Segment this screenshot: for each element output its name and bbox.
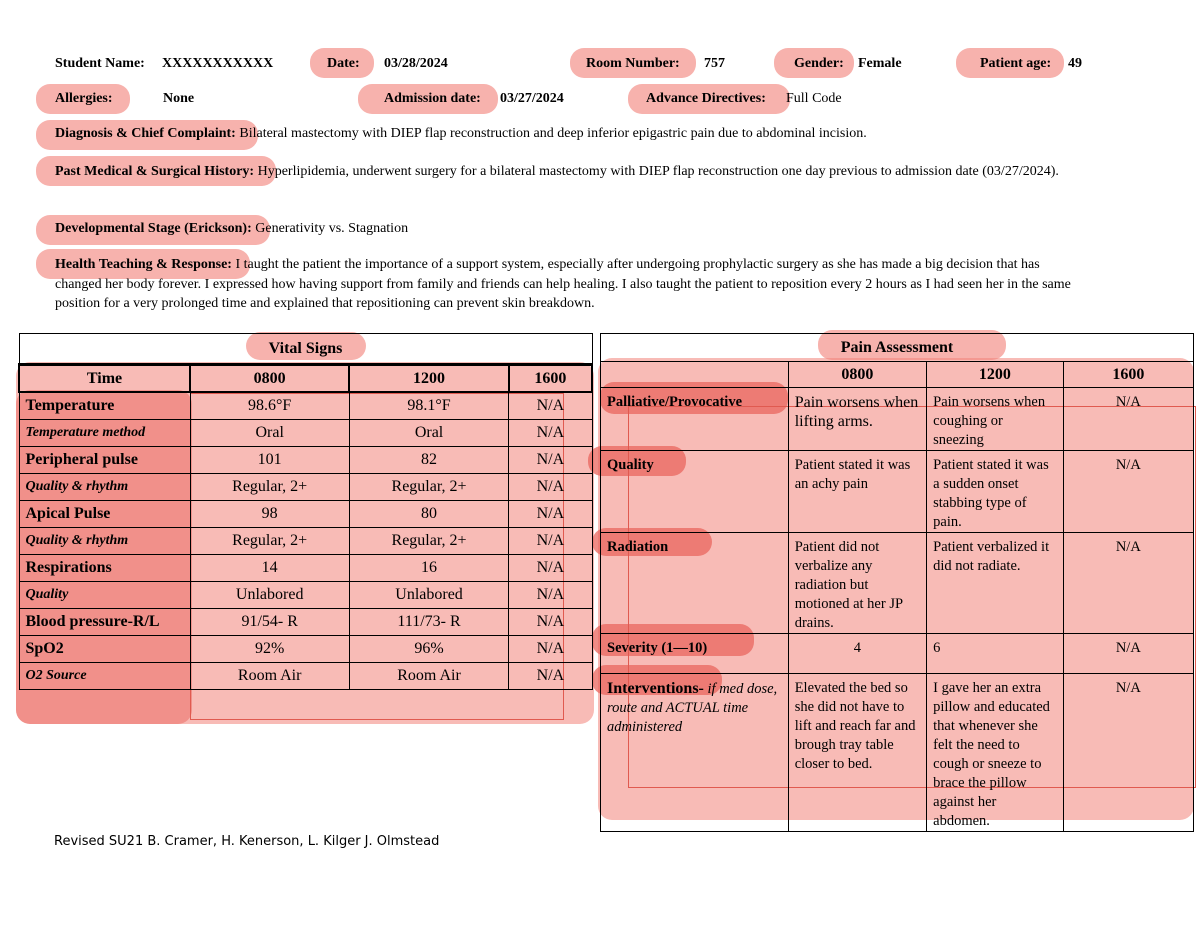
vitals-row-label: Peripheral pulse bbox=[19, 447, 190, 474]
allergies-value: None bbox=[163, 91, 195, 106]
table-row bbox=[19, 392, 592, 420]
vitals-row-label: Temperature method bbox=[19, 420, 190, 447]
vitals-cell: N/A bbox=[509, 420, 592, 447]
vitals-cell: Unlabored bbox=[349, 582, 508, 609]
pain-cell: N/A bbox=[1063, 634, 1193, 674]
vitals-row-label: Quality & rhythm bbox=[19, 474, 190, 501]
pain-row-label: Severity (1—10) bbox=[601, 634, 789, 674]
vitals-row-label: Quality bbox=[19, 582, 190, 609]
pain-row-label: Radiation bbox=[601, 533, 789, 634]
pain-cell: 4 bbox=[788, 634, 926, 674]
vitals-header-row bbox=[19, 365, 592, 393]
history-block bbox=[55, 162, 1065, 181]
pain-header-1200: 1200 bbox=[927, 362, 1064, 388]
date-value: 03/28/2024 bbox=[384, 56, 448, 71]
table-row bbox=[601, 634, 1194, 674]
pain-cell: N/A bbox=[1063, 533, 1193, 634]
student-name-label: Student Name: bbox=[55, 56, 145, 71]
room-number-value: 757 bbox=[704, 56, 725, 71]
interventions-note: if med dose, route and ACTUAL time administered bbox=[607, 681, 778, 735]
pain-cell: Patient stated it was an achy pain bbox=[788, 451, 926, 533]
vitals-row-label: Quality & rhythm bbox=[19, 528, 190, 555]
room-number-label: Room Number: bbox=[586, 56, 680, 71]
pain-assessment-title: Pain Assessment bbox=[601, 334, 1194, 362]
table-row bbox=[19, 582, 592, 609]
vitals-cell: N/A bbox=[509, 528, 592, 555]
vitals-cell: 16 bbox=[349, 555, 508, 582]
admission-date-value: 03/27/2024 bbox=[500, 91, 564, 106]
vitals-cell: N/A bbox=[509, 582, 592, 609]
vitals-cell: N/A bbox=[509, 392, 592, 420]
diagnosis-value: Bilateral mastectomy with DIEP flap reconstruction and deep inferior epigastric pain due to abdominal incision. bbox=[239, 126, 867, 141]
revision-footer: Revised SU21 B. Cramer, H. Kenerson, L. Kilger J. Olmstead bbox=[54, 834, 440, 849]
student-name-value: XXXXXXXXXXX bbox=[162, 56, 274, 71]
vitals-header-time: Time bbox=[19, 365, 190, 393]
pain-cell: 6 bbox=[927, 634, 1064, 674]
pain-cell: N/A bbox=[1063, 674, 1193, 832]
date-label: Date: bbox=[327, 56, 360, 71]
vitals-header-1200: 1200 bbox=[349, 365, 508, 393]
gender-value: Female bbox=[858, 56, 902, 71]
vitals-cell: 101 bbox=[190, 447, 349, 474]
vitals-row-label: SpO2 bbox=[19, 636, 190, 663]
table-row bbox=[19, 420, 592, 447]
vitals-row-label: Blood pressure-R/L bbox=[19, 609, 190, 636]
vitals-cell: Regular, 2+ bbox=[349, 528, 508, 555]
history-value: Hyperlipidemia, underwent surgery for a bilateral mastectomy with DIEP flap reconstruction one day previous to admission date (03/27/2024). bbox=[257, 164, 1059, 179]
table-row bbox=[601, 674, 1194, 832]
dev-stage-line bbox=[55, 221, 408, 237]
vitals-header-1600: 1600 bbox=[509, 365, 592, 393]
interventions-label: Interventions- bbox=[607, 680, 704, 697]
pain-cell: Patient stated it was a sudden onset stabbing type of pain. bbox=[927, 451, 1064, 533]
vital-signs-table bbox=[18, 333, 593, 690]
table-row bbox=[19, 636, 592, 663]
pain-header-row bbox=[601, 362, 1194, 388]
pain-row-label: Quality bbox=[601, 451, 789, 533]
table-row bbox=[601, 451, 1194, 533]
admission-date-label: Admission date: bbox=[384, 91, 481, 106]
pain-assessment-table bbox=[600, 333, 1194, 832]
advance-directives-label: Advance Directives: bbox=[646, 91, 766, 106]
advance-directives-value: Full Code bbox=[786, 91, 842, 106]
vitals-cell: Regular, 2+ bbox=[349, 474, 508, 501]
teaching-value: I taught the patient the importance of a support system, especially after undergoing prophylactic surgery as she has made a big decision that has changed her body forever. I expressed how having support from family and friends can help healing. I also taught the patient to reposition every 2 hours as I had seen her in the same position for a very prolonged time and explained that repositioning can prevent skin breakdown. bbox=[55, 257, 1071, 311]
teaching-label: Health Teaching & Response: bbox=[55, 257, 232, 272]
diagnosis-line bbox=[55, 126, 867, 142]
vitals-cell: 82 bbox=[349, 447, 508, 474]
vitals-cell: Room Air bbox=[349, 663, 508, 690]
vitals-cell: 98.6°F bbox=[190, 392, 349, 420]
vitals-cell: Oral bbox=[349, 420, 508, 447]
table-row bbox=[19, 447, 592, 474]
vitals-cell: Regular, 2+ bbox=[190, 474, 349, 501]
dev-stage-label: Developmental Stage (Erickson): bbox=[55, 221, 252, 236]
table-row bbox=[601, 388, 1194, 451]
pain-cell: N/A bbox=[1063, 388, 1193, 451]
vitals-cell: N/A bbox=[509, 555, 592, 582]
patient-age-value: 49 bbox=[1068, 56, 1082, 71]
vitals-cell: Oral bbox=[190, 420, 349, 447]
gender-label: Gender: bbox=[794, 56, 844, 71]
vitals-cell: 111/73- R bbox=[349, 609, 508, 636]
pain-cell: Elevated the bed so she did not have to lift and reach far and brough tray table closer to bed. bbox=[788, 674, 926, 832]
vitals-cell: N/A bbox=[509, 501, 592, 528]
pain-cell: Patient verbalized it did not radiate. bbox=[927, 533, 1064, 634]
vitals-cell: N/A bbox=[509, 474, 592, 501]
vitals-cell: Unlabored bbox=[190, 582, 349, 609]
table-row bbox=[19, 528, 592, 555]
vitals-row-label: Temperature bbox=[19, 392, 190, 420]
pain-cell: N/A bbox=[1063, 451, 1193, 533]
pain-header-0800: 0800 bbox=[788, 362, 926, 388]
vitals-row-label: Apical Pulse bbox=[19, 501, 190, 528]
vitals-cell: 92% bbox=[190, 636, 349, 663]
pain-cell: Pain worsens when coughing or sneezing bbox=[927, 388, 1064, 451]
vitals-cell: Room Air bbox=[190, 663, 349, 690]
table-row bbox=[19, 501, 592, 528]
vitals-header-0800: 0800 bbox=[190, 365, 349, 393]
pain-cell: Pain worsens when lifting arms. bbox=[788, 388, 926, 451]
table-row bbox=[19, 555, 592, 582]
table-row bbox=[19, 609, 592, 636]
table-row bbox=[601, 533, 1194, 634]
vitals-cell: Regular, 2+ bbox=[190, 528, 349, 555]
vitals-cell: 98.1°F bbox=[349, 392, 508, 420]
vitals-cell: N/A bbox=[509, 636, 592, 663]
vitals-row-label: Respirations bbox=[19, 555, 190, 582]
pain-cell: Patient did not verbalize any radiation but motioned at her JP drains. bbox=[788, 533, 926, 634]
pain-row-label: Palliative/Provocative bbox=[601, 388, 789, 451]
teaching-block bbox=[55, 255, 1085, 314]
pain-header-1600: 1600 bbox=[1063, 362, 1193, 388]
vitals-cell: N/A bbox=[509, 609, 592, 636]
diagnosis-label: Diagnosis & Chief Complaint: bbox=[55, 126, 236, 141]
vitals-cell: 98 bbox=[190, 501, 349, 528]
pain-row-label-interventions bbox=[601, 674, 789, 832]
table-row bbox=[19, 474, 592, 501]
vitals-cell: N/A bbox=[509, 447, 592, 474]
vitals-cell: 14 bbox=[190, 555, 349, 582]
dev-stage-value: Generativity vs. Stagnation bbox=[255, 221, 409, 236]
vitals-row-label: O2 Source bbox=[19, 663, 190, 690]
vitals-cell: 96% bbox=[349, 636, 508, 663]
pain-cell: I gave her an extra pillow and educated that whenever she felt the need to cough or sneeze to brace the pillow against her abdomen. bbox=[927, 674, 1064, 832]
vitals-cell: 80 bbox=[349, 501, 508, 528]
allergies-label: Allergies: bbox=[55, 91, 113, 106]
patient-age-label: Patient age: bbox=[980, 56, 1052, 71]
vitals-cell: 91/54- R bbox=[190, 609, 349, 636]
pain-header-blank bbox=[601, 362, 789, 388]
vital-signs-title: Vital Signs bbox=[19, 334, 592, 365]
history-label: Past Medical & Surgical History: bbox=[55, 164, 255, 179]
table-row bbox=[19, 663, 592, 690]
vitals-cell: N/A bbox=[509, 663, 592, 690]
